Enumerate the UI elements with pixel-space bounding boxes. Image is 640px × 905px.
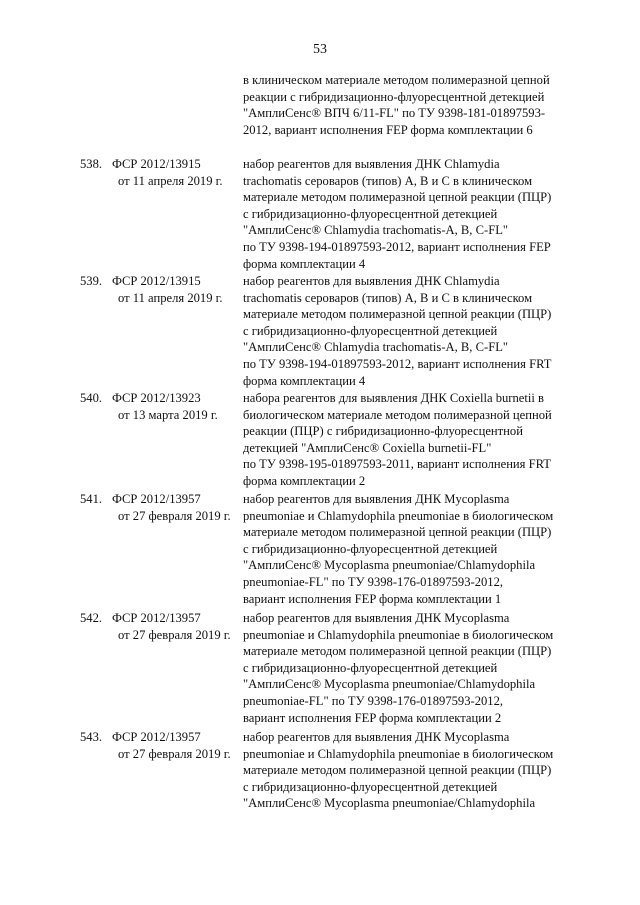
- entry-description: [243, 610, 573, 726]
- registration-number: ФСР 2012/13957: [112, 611, 201, 625]
- text-line: pneumoniae и Chlamydophila pneumoniae в биологическом: [243, 508, 554, 523]
- entry-number: 538.: [80, 157, 103, 171]
- text-line: с гибридизационно-флуоресцентной детекцией: [243, 323, 498, 338]
- text-line: по ТУ 9398-195-01897593-2011, вариант исполнения FRT: [243, 457, 551, 472]
- registration-info: [112, 390, 218, 423]
- registry-entry: [0, 491, 640, 611]
- text-line: биологическом материале методом полимеразной цепной: [243, 407, 552, 422]
- registration-date: от 27 февраля 2019 г.: [118, 508, 231, 523]
- registration-info: [112, 491, 231, 524]
- registration-number: ФСР 2012/13957: [112, 730, 201, 744]
- registration-info: [112, 273, 223, 306]
- text-line: набор реагентов для выявления ДНК Mycoplasma: [243, 611, 510, 625]
- registration-number: ФСР 2012/13923: [112, 391, 201, 405]
- registration-info: [112, 729, 231, 762]
- text-line: набора реагентов для выявления ДНК Coxiella burnetii в: [243, 391, 544, 405]
- registration-date: от 13 марта 2019 г.: [118, 407, 218, 422]
- registration-date: от 11 апреля 2019 г.: [118, 290, 223, 305]
- text-line: "АмплиСенс® Mycoplasma pneumoniae/Chlamydophila: [243, 796, 536, 811]
- text-line: pneumoniae-FL" по ТУ 9398-176-01897593-2012,: [243, 574, 504, 589]
- page-number: 53: [313, 42, 327, 57]
- text-line: "АмплиСенс® Chlamydia trachomatis-A, B, C-FL": [243, 340, 509, 355]
- text-line: форма комплектации 4: [243, 373, 366, 388]
- registration-date: от 27 февраля 2019 г.: [118, 746, 231, 761]
- text-line: форма комплектации 2: [243, 473, 366, 488]
- registration-number: ФСР 2012/13957: [112, 492, 201, 506]
- text-line: материале методом полимеразной цепной реакции (ПЦР): [243, 190, 552, 205]
- text-line: с гибридизационно-флуоресцентной детекцией: [243, 541, 498, 556]
- text-line: pneumoniae и Chlamydophila pneumoniae в биологическом: [243, 627, 554, 642]
- text-line: pneumoniae-FL" по ТУ 9398-176-01897593-2012,: [243, 693, 504, 708]
- text-line: с гибридизационно-флуоресцентной детекцией: [243, 206, 498, 221]
- entry-number: 541.: [80, 492, 103, 506]
- text-line: вариант исполнения FEP форма комплектации 2: [243, 710, 502, 725]
- text-line: с гибридизационно-флуоресцентной детекцией: [243, 660, 498, 675]
- text-line: с гибридизационно-флуоресцентной детекцией: [243, 779, 498, 794]
- registry-entry: [0, 610, 640, 730]
- registration-number: ФСР 2012/13915: [112, 274, 201, 288]
- registration-info: [112, 610, 231, 643]
- entry-description: [243, 390, 573, 490]
- text-line: в клиническом материале методом полимеразной цепной: [243, 73, 550, 87]
- text-line: форма комплектации 4: [243, 256, 366, 271]
- text-line: материале методом полимеразной цепной реакции (ПЦР): [243, 763, 552, 778]
- text-line: вариант исполнения FEP форма комплектации 1: [243, 591, 502, 606]
- registry-entry: [0, 273, 640, 393]
- text-line: материале методом полимеразной цепной реакции (ПЦР): [243, 644, 552, 659]
- text-line: по ТУ 9398-194-01897593-2012, вариант исполнения FRT: [243, 356, 552, 371]
- text-line: набор реагентов для выявления ДНК Mycoplasma: [243, 730, 510, 744]
- entry-description: [243, 491, 573, 607]
- entry-number: 543.: [80, 730, 103, 744]
- text-line: "АмплиСенс® Mycoplasma pneumoniae/Chlamydophila: [243, 558, 536, 573]
- registration-date: от 27 февраля 2019 г.: [118, 627, 231, 642]
- text-line: детекцией "АмплиСенс® Coxiella burnetii-FL": [243, 440, 492, 455]
- entry-description: [243, 729, 573, 812]
- text-line: набор реагентов для выявления ДНК Chlamydia: [243, 157, 500, 171]
- entry-description: [243, 156, 573, 272]
- text-line: "АмплиСенс® Chlamydia trachomatis-A, B, C-FL": [243, 223, 509, 238]
- registration-date: от 11 апреля 2019 г.: [118, 173, 223, 188]
- registry-entry: [0, 729, 640, 849]
- text-line: по ТУ 9398-194-01897593-2012, вариант исполнения FEP: [243, 239, 551, 254]
- text-line: реакции (ПЦР) с гибридизационно-флуоресцентной: [243, 424, 523, 439]
- text-line: набор реагентов для выявления ДНК Mycoplasma: [243, 492, 510, 506]
- text-line: "АмплиСенс® ВПЧ 6/11-FL" по ТУ 9398-181-01897593-: [243, 106, 546, 121]
- entry-number: 542.: [80, 611, 103, 625]
- text-line: pneumoniae и Chlamydophila pneumoniae в биологическом: [243, 746, 554, 761]
- text-line: trachomatis сероваров (типов) A, B и C в клиническом: [243, 290, 533, 305]
- text-line: реакции с гибридизационно-флуоресцентной детекцией: [243, 89, 545, 104]
- text-line: материале методом полимеразной цепной реакции (ПЦР): [243, 525, 552, 540]
- registration-info: [112, 156, 223, 189]
- text-line: набор реагентов для выявления ДНК Chlamydia: [243, 274, 500, 288]
- entry-number: 540.: [80, 391, 103, 405]
- text-line: trachomatis сероваров (типов) A, B и C в клиническом: [243, 173, 533, 188]
- registration-number: ФСР 2012/13915: [112, 157, 201, 171]
- entry-number: 539.: [80, 274, 103, 288]
- text-line: 2012, вариант исполнения FEP форма комплектации 6: [243, 122, 533, 137]
- text-line: "АмплиСенс® Mycoplasma pneumoniae/Chlamydophila: [243, 677, 536, 692]
- continuation-text: [243, 72, 573, 138]
- entry-description: [243, 273, 573, 389]
- registry-entry: [0, 156, 640, 276]
- text-line: материале методом полимеразной цепной реакции (ПЦР): [243, 307, 552, 322]
